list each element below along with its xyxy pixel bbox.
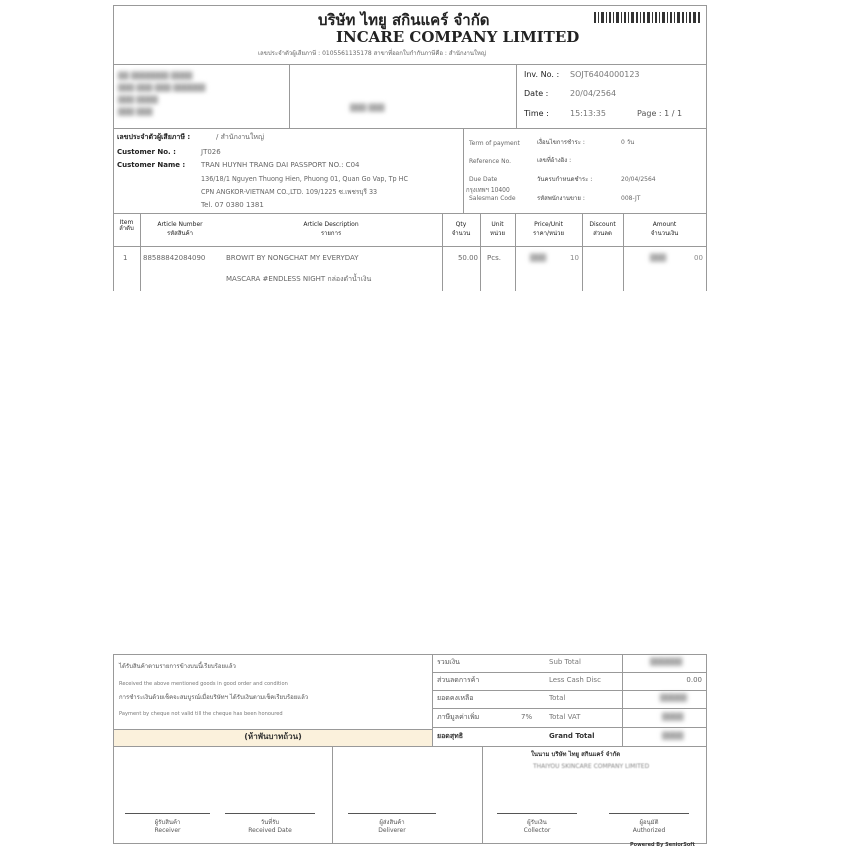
due-label: Due Date — [469, 176, 498, 183]
ship-address-blurred: ███ ███ — [350, 104, 385, 112]
grandtotal-en: Grand Total — [549, 732, 595, 740]
company-name-thai: บริษัท ไทยู สกินแคร์ จำกัด — [318, 11, 490, 29]
ref-thai: เลขที่อ้างอิง : — [537, 157, 572, 164]
customer-address-2-tail: กรุงเทพฯ 10400 — [466, 186, 510, 194]
sales-value: 008-JT — [621, 195, 641, 202]
received-en: Received the above mentioned goods in good order and condition — [119, 680, 288, 687]
customer-name-value: TRAN HUYNH TRANG DAI PASSPORT NO.: C04 — [201, 161, 360, 169]
sig-deliverer: ผู้ส่งสินค้า Deliverer — [378, 819, 406, 835]
col-amount-header: Amount จำนวนเงิน — [650, 221, 679, 237]
company-name-en: INCARE COMPANY LIMITED — [336, 28, 580, 46]
date-value: 20/04/2564 — [570, 89, 617, 98]
page-label: Page : 1 / 1 — [637, 109, 683, 118]
sales-label: Salesman Code — [469, 195, 516, 202]
customer-tel: Tel. 07 0380 1381 — [201, 201, 264, 209]
row-amount: 00 — [694, 254, 703, 262]
col-desc-header: Article Description รายการ — [303, 221, 359, 237]
vat-value-blurred: ████ — [662, 713, 684, 721]
for-company-en: THAIYOU SKINCARE COMPANY LIMITED — [533, 763, 650, 770]
for-company: ในนาม บริษัท ไทยู สกินแคร์ จำกัด — [531, 751, 621, 758]
customer-tax-label: เลขประจำตัวผู้เสียภาษี : — [117, 133, 191, 141]
col-item-header: Item ลำดับ — [119, 219, 134, 232]
vat-en: Total VAT — [549, 713, 581, 721]
cashdisc-value: 0.00 — [686, 676, 702, 684]
col-discount-header: Discount ส่วนลด — [589, 221, 616, 237]
ref-label: Reference No. — [469, 158, 512, 165]
term-value: 0 วัน — [621, 139, 635, 146]
vat-thai: ภาษีมูลค่าเพิ่ม — [437, 713, 480, 721]
received-thai: ได้รับสินค้าตามรายการข้างบนนี้เรียบร้อยแล้ว — [119, 663, 236, 670]
cheque-thai: การชำระเงินด้วยเช็คจะสมบูรณ์เมื่อบริษัทฯ ได้รับเงินตามเช็คเรียบร้อยแล้ว — [119, 694, 309, 701]
total-value-blurred: █████ — [660, 694, 687, 702]
customer-ship-box — [289, 64, 517, 129]
sig-received-date: วันที่รับ Received Date — [248, 819, 292, 835]
total-thai: ยอดคงเหลือ — [437, 694, 474, 702]
cashdisc-en: Less Cash Disc — [549, 676, 601, 684]
term-thai: เงื่อนไขการชำระ : — [537, 139, 585, 146]
sig-authorized: ผู้อนุมัติ Authorized — [632, 819, 666, 835]
row-amount-blurred: ███ — [650, 254, 667, 262]
row-article: 88588842084090 — [143, 254, 206, 262]
inv-no-label: Inv. No. : — [524, 70, 560, 79]
subtotal-thai: รวมเงิน — [437, 658, 460, 666]
time-value: 15:13:35 — [570, 109, 606, 118]
subtotal-value-blurred: ██████ — [650, 658, 683, 666]
powered-by: Powered By SeniorSoft — [630, 842, 695, 848]
date-label: Date : — [524, 89, 549, 98]
cheque-en: Payment by cheque not valid till the cheque has been honoured — [119, 710, 283, 717]
customer-no-value: JT026 — [201, 148, 221, 156]
customer-no-label: Customer No. : — [117, 148, 176, 156]
customer-name-label: Customer Name : — [117, 161, 186, 169]
row-qty: 50.00 — [457, 254, 478, 262]
row-price: 10 — [570, 254, 579, 262]
customer-address-1: 136/18/1 Nguyen Thuong Hien, Phuong 01, Quan Go Vap, Tp HC — [201, 175, 409, 183]
row-desc-1: BROWIT BY NONGCHAT MY EVERYDAY — [226, 254, 359, 262]
col-qty-header: Qty จำนวน — [451, 221, 471, 237]
due-value: 20/04/2564 — [621, 176, 656, 183]
row-item: 1 — [123, 254, 128, 262]
customer-address-2: CPN ANGKOR-VIETNAM CO.,LTD. 109/1225 ซ.เพชรบุรี 33 — [201, 188, 378, 196]
inv-no-value: SOJT6404000123 — [570, 70, 640, 79]
company-address-blurred: ██ ███████ ████ ███ ███ ███ ██████ ███ ████ ███ ███ — [118, 72, 206, 116]
sig-collector: ผู้รับเงิน Collector — [523, 819, 551, 835]
sales-thai: รหัสพนักงานขาย : — [537, 195, 585, 202]
subtotal-en: Sub Total — [549, 658, 581, 666]
due-thai: วันครบกำหนดชำระ : — [537, 176, 593, 183]
grandtotal-value-blurred: ████ — [662, 732, 684, 740]
barcode-icon — [594, 12, 700, 23]
col-unit-header: Unit หน่วย — [490, 221, 505, 237]
cashdisc-thai: ส่วนลดการค้า — [437, 676, 480, 684]
row-unit: Pcs. — [487, 254, 501, 262]
sig-receiver: ผู้รับสินค้า Receiver — [154, 819, 181, 835]
amount-in-words: (ห้าพันบาทถ้วน) — [244, 732, 302, 741]
tax-id-line: เลขประจำตัวผู้เสียภาษี : 0105561135178 สาขาที่ออกใบกำกับภาษีคือ : สำนักงานใหญ่ — [258, 50, 486, 57]
term-label: Term of payment — [469, 140, 520, 147]
grandtotal-thai: ยอดสุทธิ — [437, 732, 464, 740]
col-article-header: Article Number รหัสสินค้า — [157, 221, 203, 237]
total-en: Total — [549, 694, 566, 702]
col-price-header: Price/Unit ราคา/หน่วย — [533, 221, 564, 237]
row-price-blurred: ███ — [530, 254, 547, 262]
vat-pct: 7% — [521, 713, 533, 721]
row-desc-2: MASCARA #ENDLESS NIGHT กล่องดำน้ำเงิน — [226, 275, 372, 283]
time-label: Time : — [524, 109, 549, 118]
customer-tax-value: / สำนักงานใหญ่ — [216, 133, 264, 141]
